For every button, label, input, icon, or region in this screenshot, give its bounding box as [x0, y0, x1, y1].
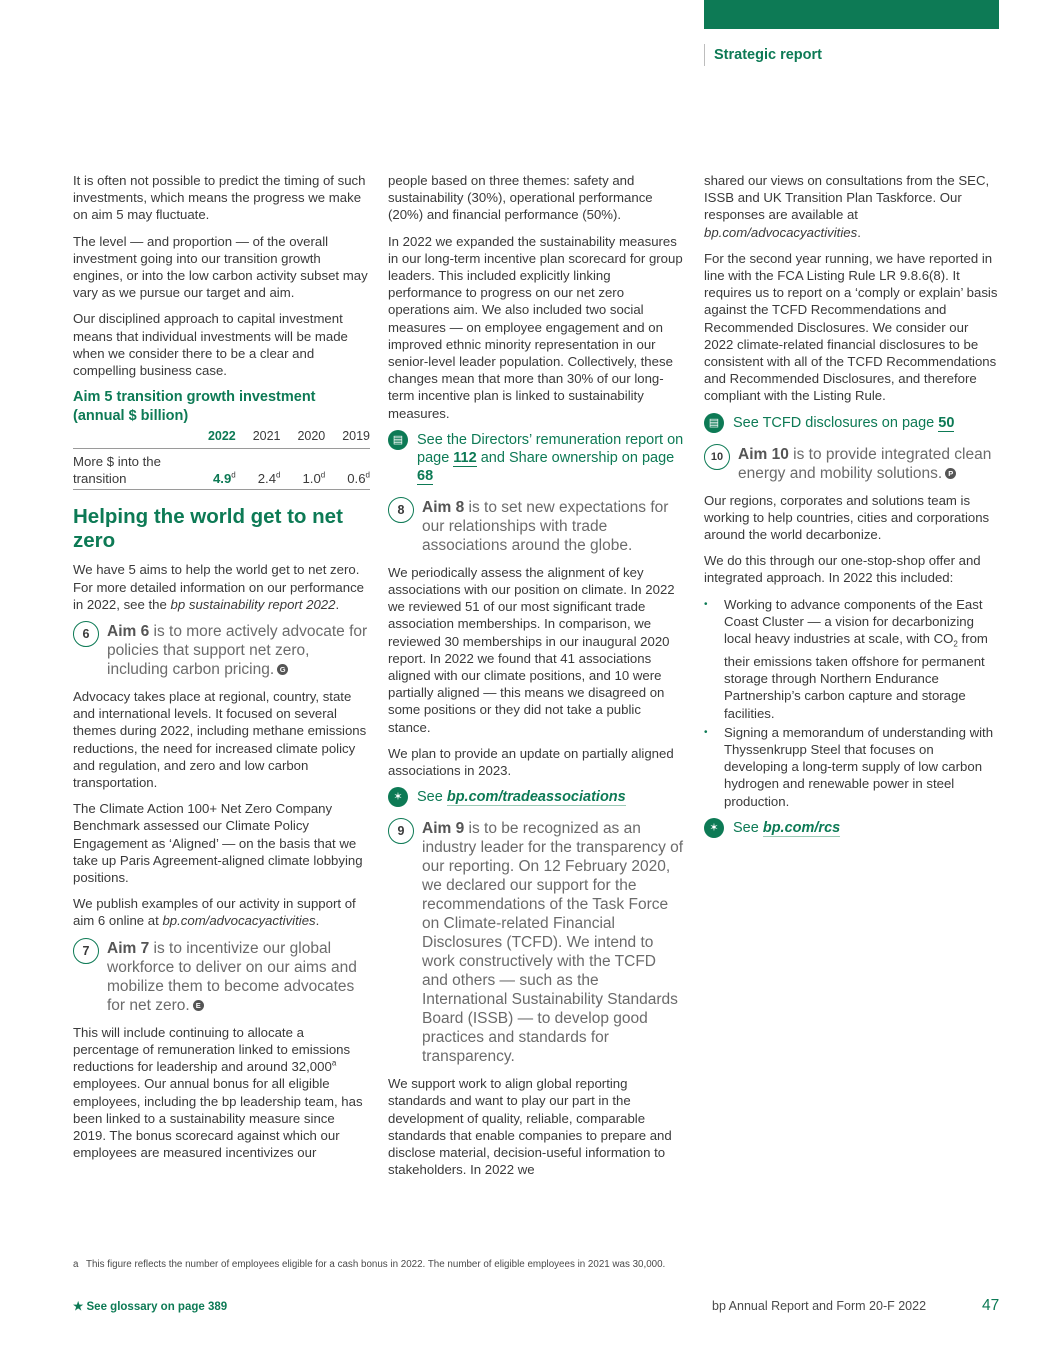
- url-link[interactable]: bp.com/rcs: [762, 819, 841, 836]
- cross-reference-remuneration[interactable]: [388, 431, 685, 485]
- aim-number-badge: 7: [73, 938, 99, 964]
- aim-number-badge: 8: [388, 497, 414, 523]
- bullet-list: [704, 596, 1001, 810]
- paragraph: In 2022 we expanded the sustainability measures in our long-term incentive plan scorecard for group leaders. This included explicitly linking performance to progress on our net zero operations aim. We also included two social measures — on employee engagement and on improved ethnic minority representation in our senior-level leader population. Collectively, these changes mean that more than 30% of our long-term incentive plan is linked to sustainability measures.: [388, 233, 683, 421]
- header-color-bar: [704, 0, 999, 29]
- aim-number-badge: 9: [388, 818, 414, 844]
- paragraph: It is often not possible to predict the timing of such investments, which means the progress we make on aim 5 may fluctuate.: [73, 173, 366, 223]
- url-text: bp.com/advocacyactivities: [162, 913, 316, 929]
- row-label: More $ into the transition: [73, 449, 191, 490]
- cross-reference-tcfd[interactable]: [704, 414, 1001, 432]
- report-name: bp Annual Report and Form 20-F 2022: [712, 1299, 927, 1313]
- page-number: 47: [982, 1297, 1000, 1314]
- superscript: d: [231, 471, 236, 481]
- text: from their emissions taken offshore for permanent storage through Northern Endurance Partnership’s carbon capture and storage facilities.: [724, 631, 988, 721]
- aim-title: Aim 8: [422, 498, 465, 516]
- aim-title: Aim 10: [738, 445, 789, 463]
- glossary-badge-icon: E: [193, 1000, 204, 1011]
- paragraph: We plan to provide an update on partially aligned associations in 2023.: [388, 745, 674, 779]
- paragraph: people based on three themes: safety and sustainability (30%), operational performance (20%) and financial performance (50%).: [388, 173, 653, 223]
- text: See: [417, 789, 447, 806]
- paragraph: The level — and proportion — of the overall investment going into our transition growth engines, or into the low carbon activity subset may vary as we pursue our target and aim.: [73, 233, 368, 301]
- footnote-marker: a: [73, 1259, 79, 1270]
- text: .: [315, 913, 320, 929]
- aim-6: [73, 622, 370, 679]
- investment-table: [73, 428, 370, 490]
- value-cell-2020: [281, 449, 326, 490]
- paragraph: [704, 172, 1001, 241]
- aim-title: Aim 6: [107, 623, 150, 641]
- text: See the Directors’ remuneration report on page: [417, 431, 684, 466]
- paragraph: We do this through our one-stop-shop offer and integrated approach. In 2022 this included:: [704, 553, 981, 586]
- section-title: Strategic report: [704, 44, 822, 66]
- bullet-icon: •: [704, 598, 708, 610]
- aim-text: is to set new expectations for our relationships with trade associations around the globe.: [422, 498, 669, 554]
- text: We have 5 aims to help the world get to net zero. For more detailed information on our performance in 2022, see the: [73, 562, 365, 612]
- column-2: [388, 172, 685, 1188]
- aim-10: [704, 445, 1001, 483]
- external-link-rcs[interactable]: [704, 819, 1001, 837]
- aim-text: is to incentivize our global workforce to deliver on our aims and mobilize them to become advocates for net zero.: [107, 939, 357, 1014]
- paragraph: Our regions, corporates and solutions team is working to help countries, cities and corporations around the world decarbonize.: [704, 492, 990, 543]
- glossary-link[interactable]: [73, 1299, 227, 1313]
- paragraph: [73, 895, 370, 929]
- bullet-icon: •: [704, 726, 708, 738]
- aim-title: Aim 9: [422, 820, 465, 838]
- column-header-2021: 2021: [236, 428, 281, 449]
- glossary-badge-icon: P: [945, 468, 956, 479]
- column-1: [73, 172, 370, 1170]
- document-icon: ▤: [388, 430, 408, 450]
- text: Working to advance components of the East Coast Cluster — a vision for decarbonizing local heavy industries at scale, with CO: [724, 596, 983, 647]
- column-header-2020: 2020: [281, 428, 326, 449]
- paragraph: Our disciplined approach to capital investment means that individual investments will be made when we consider there to be a clear and compelling business case.: [73, 311, 348, 379]
- url-link[interactable]: bp.com/tradeassociations: [446, 789, 626, 806]
- aim-text: is to provide integrated clean energy and mobility solutions.: [738, 445, 992, 482]
- document-icon: ▤: [704, 413, 724, 433]
- click-icon: ✶: [704, 818, 724, 838]
- star-icon: ★: [73, 1301, 84, 1313]
- paragraph: We periodically assess the alignment of key associations with our position on climate. In 2022 we reviewed 51 of our most significant trade association memberships. In comparison, we reviewed 30 memberships in our inaugural 2020 report. In 2022 we found that 41 associations aligned with our climate positions, and 10 were partially aligned — this means we disagreed on some positions or they did not take a public stance.: [388, 564, 675, 735]
- text: Signing a memorandum of understanding with Thyssenkrupp Steel that focuses on developing a long-term supply of low carbon hydrogen and renewable power in steel production.: [724, 724, 994, 809]
- column-header-2019: 2019: [325, 428, 370, 449]
- text: See TCFD disclosures on page: [733, 414, 939, 431]
- external-link-tradeassociations[interactable]: [388, 788, 685, 806]
- text: and Share ownership on page: [476, 449, 675, 466]
- subscript: 2: [953, 639, 958, 649]
- page-link[interactable]: 112: [453, 449, 477, 466]
- value: 4.9: [212, 471, 232, 487]
- value-cell-2019: [325, 449, 370, 490]
- header-cell-empty: [73, 428, 191, 449]
- superscript: d: [276, 471, 281, 481]
- text: This will include continuing to allocate a percentage of remuneration linked to emissions reductions for leadership and around 32,000: [73, 1024, 351, 1075]
- footnote-text: This figure reflects the number of employees eligible for a cash bonus in 2022. The number of eligible employees in 2021 was 30,000.: [86, 1259, 666, 1270]
- text: .: [857, 224, 861, 240]
- text: employees. Our annual bonus for all eligible employees, including the bp leadership team, has been linked to a sustainability measure since 2019. The bonus scorecard against which our employees are measured incentivizes our: [73, 1076, 363, 1161]
- url-text: bp.com/advocacyactivities: [704, 224, 858, 240]
- aim-text: is to more actively advocate for policies that support net zero, including carbon pricing.: [107, 623, 368, 679]
- footnote: [73, 1258, 673, 1271]
- paragraph: The Climate Action 100+ Net Zero Company Benchmark assessed our Climate Policy Engagement as ‘Aligned’ — on the basis that we take up Paris Agreement-aligned climate lobbying positions.: [73, 801, 363, 886]
- page-link[interactable]: 68: [417, 467, 434, 484]
- text: .: [335, 596, 340, 612]
- report-reference: bp sustainability report 2022: [170, 596, 336, 612]
- paragraph: [73, 1024, 370, 1162]
- aim-title: Aim 7: [107, 939, 150, 957]
- page-link[interactable]: 50: [938, 414, 955, 431]
- value: 2.4: [257, 471, 277, 487]
- paragraph: For the second year running, we have reported in line with the FCA Listing Rule LR 9.8.6(8). It requires us to report on a ‘comply or explain’ basis against the TCFD Recommendations and Recommended Disclosures. We consider our 2022 climate-related financial disclosures to be consistent with all of the TCFD Recommendations and Recommended Disclosures, and therefore compliant with the Listing Rule.: [704, 250, 998, 404]
- paragraph: [73, 561, 370, 613]
- text: shared our views on consultations from the SEC, ISSB and UK Transition Plan Taskforce. Our responses are available at: [704, 173, 990, 223]
- paragraph: We support work to align global reporting standards and want to play our part in the development of quality, reliable, comparable standards that enable companies to prepare and disclose material, decision-useful information to stakeholders. In 2022 we: [388, 1076, 672, 1178]
- aim-number-badge: 6: [73, 621, 99, 647]
- glossary-text: See glossary on page 389: [86, 1301, 228, 1313]
- footnote-marker: a: [331, 1058, 337, 1068]
- value-cell-2022: [191, 449, 236, 490]
- text: See: [733, 819, 763, 836]
- click-icon: ✶: [388, 787, 408, 807]
- list-item: [704, 596, 1001, 722]
- aim-text: is to be recognized as an industry leader for the transparency of our reporting. On 12 February 2020, we declared our support for the recommendations of the Task Force on Climate-related Financial Disclosures (TCFD). We intend to work constructively with the TCFD and others — such as the International Sustainability Standards Board (ISSB) — to develop good practices and standards for transparency.: [422, 820, 684, 1066]
- superscript: d: [320, 471, 326, 481]
- column-3: [704, 172, 1001, 850]
- table-row: [73, 449, 370, 490]
- value: 1.0: [302, 471, 321, 487]
- paragraph: Advocacy takes place at regional, country, state and international levels. It focused on several themes during 2022, including methane emissions reductions, the need for increased climate policy and regulation, and zero and low carbon transportation.: [73, 689, 367, 791]
- chart-title: Aim 5 transition growth investment (annual $ billion): [73, 389, 316, 425]
- aim-number-badge: 10: [704, 444, 730, 470]
- column-header-2022: 2022: [191, 428, 236, 449]
- glossary-badge-icon: G: [277, 664, 288, 675]
- value: 0.6: [347, 471, 366, 487]
- superscript: d: [365, 471, 370, 481]
- value-cell-2021: [236, 449, 281, 490]
- aim-7: [73, 939, 370, 1015]
- list-item: [704, 724, 1001, 810]
- aim-8: [388, 498, 685, 555]
- aim-9: [388, 819, 685, 1066]
- section-heading: Helping the world get to net zero: [73, 505, 343, 553]
- text: We publish examples of our activity in support of aim 6 online at: [73, 896, 356, 929]
